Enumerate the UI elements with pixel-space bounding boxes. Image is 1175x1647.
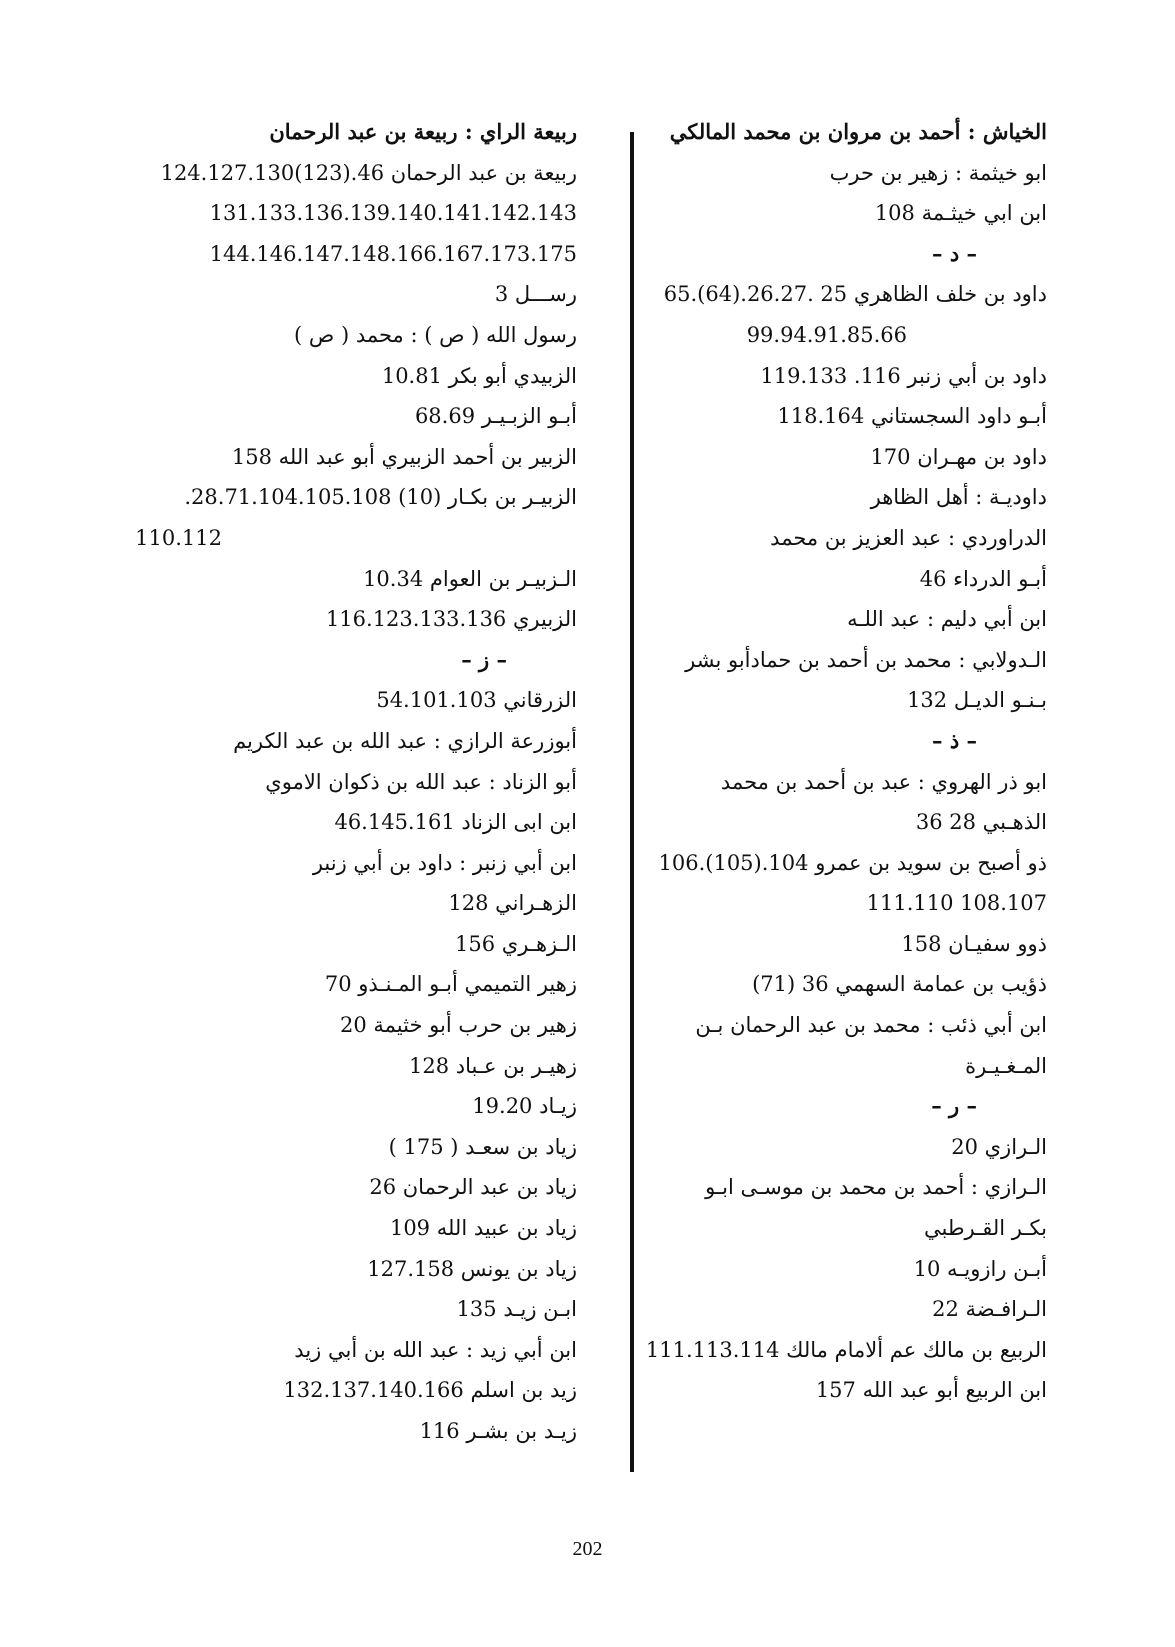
index-entry: داود بن أبي زنبر 116. 119.133 bbox=[760, 363, 1047, 388]
index-entry: الزبيـر بن بكـار (10) 28.71.104.105.108. bbox=[184, 485, 577, 510]
index-entry: زياد بن عبيد الله 109 bbox=[389, 1216, 577, 1241]
index-entry: زيـاد 19.20 bbox=[472, 1094, 577, 1119]
index-entry: داود بن خلف الظاهري 25 .26.27.(64).65 bbox=[663, 282, 1047, 307]
index-entry: أبو الزناد : عبد الله بن ذكوان الاموي bbox=[265, 769, 577, 794]
index-entry: زياد بن عبد الرحمان 26 bbox=[369, 1175, 577, 1200]
index-entry: الزبيري 116.123.133.136 bbox=[325, 607, 577, 632]
index-entry: المـغـيـرة bbox=[965, 1053, 1047, 1078]
index-column-right bbox=[627, 112, 1047, 1411]
index-column-left bbox=[135, 112, 577, 1452]
index-entry: ابو خيثمة : زهير بن حرب bbox=[829, 160, 1047, 185]
index-entry: الزرقاني 54.101.103 bbox=[376, 688, 577, 713]
section-letter: – ز – bbox=[461, 646, 507, 672]
page-number: 202 bbox=[572, 1538, 603, 1560]
index-entry: ابـن زيـد 135 bbox=[456, 1297, 577, 1322]
index-entry: زيد بن اسلم 132.137.140.166 bbox=[283, 1378, 577, 1403]
index-entry: أبوزرعة الرازي : عبد الله بن عبد الكريم bbox=[233, 728, 577, 753]
index-entry: أبـن رازويـه 10 bbox=[913, 1256, 1047, 1281]
index-entry: زيـد بن بشـر 116 bbox=[419, 1419, 577, 1443]
index-entry: ربيعة بن عبد الرحمان 46.(123)124.127.130 bbox=[160, 160, 577, 185]
index-entry: أبـو الزبـيـر 68.69 bbox=[414, 404, 577, 429]
index-entry: الربيع بن مالك عم ألامام مالك 111.113.114 bbox=[645, 1337, 1047, 1362]
index-entry: الزهـراني 128 bbox=[448, 891, 577, 916]
index-entry: الزبيدي أبو بكر 10.81 bbox=[381, 363, 577, 388]
index-entry: الـدولابي : محمد بن أحمد بن حمادأبو بشر bbox=[685, 647, 1047, 672]
index-entry: ذؤيب بن عمامة السهمي 36 (71) bbox=[752, 972, 1047, 997]
index-entry: الذهـبي 28 36 bbox=[915, 810, 1047, 835]
index-entry: بـنـو الديـل 132 bbox=[907, 688, 1047, 713]
index-entry: ابن الربيع أبو عبد الله 157 bbox=[815, 1378, 1047, 1403]
index-entry: زياد بن يونس 127.158 bbox=[367, 1256, 577, 1281]
index-entry: الزبير بن أحمد الزبيري أبو عبد الله 158 bbox=[231, 444, 577, 469]
index-entry: الـزهـري 156 bbox=[455, 931, 577, 956]
index-entry: ابن أبي زنبر : داود بن أبي زنبر bbox=[312, 850, 577, 875]
index-entry: 99.94.91.85.66 bbox=[746, 322, 907, 347]
index-entry: رسول الله ( ص ) : محمد ( ص ) bbox=[294, 322, 577, 347]
index-entry: الـزبيـر بن العوام 10.34 bbox=[363, 566, 577, 591]
index-entry: ابن ابي خيثـمة 108 bbox=[874, 201, 1047, 226]
index-entry: زهير التميمي أبـو المـنـذو 70 bbox=[324, 972, 577, 997]
index-entry: 144.146.147.148.166.167.173.175 bbox=[209, 241, 577, 266]
index-entry: ذو أصبح بن سويد بن عمرو 104.(105).106 bbox=[658, 850, 1047, 875]
index-entry: زهيـر بن عـباد 128 bbox=[408, 1053, 577, 1078]
index-entry: بكـر القـرطبي bbox=[923, 1216, 1047, 1241]
index-heading: الخياش : أحمد بن مروان بن محمد المالكي bbox=[669, 119, 1047, 144]
index-entry: داود بن مهـران 170 bbox=[870, 444, 1047, 469]
section-letter: – ذ – bbox=[932, 727, 977, 753]
index-entry: 131.133.136.139.140.141.142.143 bbox=[209, 201, 577, 226]
index-entry: داوديـة : أهل الظاهر bbox=[870, 485, 1047, 510]
column-divider bbox=[630, 132, 634, 1472]
index-entry: 108.107 111.110 bbox=[866, 891, 1047, 916]
index-heading: ربيعة الراي : ربيعة بن عبد الرحمان bbox=[269, 119, 577, 144]
section-letter: – د – bbox=[932, 240, 977, 266]
index-entry: 110.112 bbox=[135, 525, 222, 550]
index-entry: ابن أبي ذئب : محمد بن عبد الرحمان بـن bbox=[695, 1013, 1047, 1038]
index-entry: الـرازي : أحمد بن محمد بن موسـى ابـو bbox=[705, 1175, 1047, 1200]
index-entry: الدراوردي : عبد العزيز بن محمد bbox=[770, 525, 1047, 550]
index-entry: أبـو داود السجستاني 118.164 bbox=[777, 404, 1047, 429]
index-entry: ابن أبي دليم : عبد اللـه bbox=[847, 607, 1047, 632]
index-entry: زياد بن سعـد ( 175 ) bbox=[388, 1134, 577, 1159]
index-entry: الـرازي 20 bbox=[951, 1134, 1047, 1159]
index-entry: ابو ذر الهروي : عبد بن أحمد بن محمد bbox=[720, 769, 1047, 794]
section-letter: – ر – bbox=[931, 1093, 977, 1119]
index-entry: ابن أبي زيد : عبد الله بن أبي زيد bbox=[294, 1337, 577, 1362]
index-entry: أبـو الدرداء 46 bbox=[919, 566, 1047, 591]
index-entry: ذوو سفيـان 158 bbox=[901, 931, 1047, 956]
index-entry: الـرافـضة 22 bbox=[932, 1297, 1047, 1322]
index-entry: زهير بن حرب أبو خثيمة 20 bbox=[339, 1013, 577, 1038]
index-entry: رســـل 3 bbox=[494, 282, 577, 307]
index-entry: ابن ابى الزناد 46.145.161 bbox=[334, 810, 577, 835]
